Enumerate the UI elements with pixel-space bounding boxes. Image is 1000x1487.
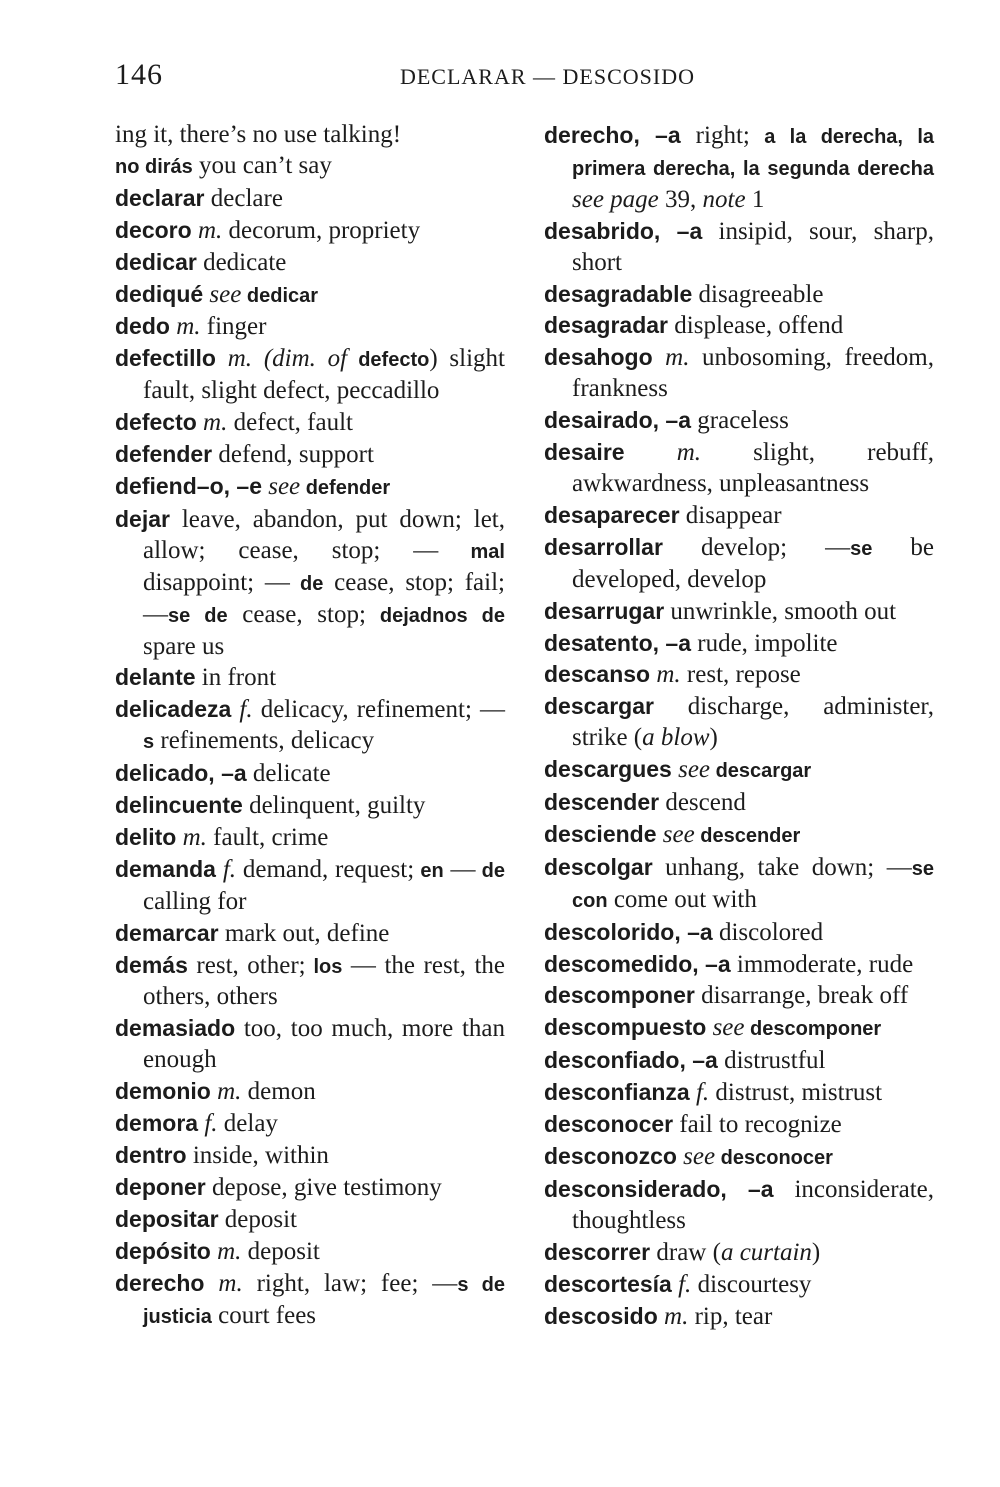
- dictionary-entry: [544, 917, 934, 949]
- definition-text: discolored: [712, 918, 824, 946]
- headword: dentro: [115, 1142, 187, 1168]
- dictionary-entry: [544, 1109, 934, 1141]
- italic-note: f.: [198, 1110, 218, 1138]
- right-column: [544, 120, 934, 1332]
- bold-term: dejadnos de: [365, 604, 505, 627]
- headword: defiend–o, –e: [115, 472, 262, 499]
- headword: dedicar: [115, 248, 197, 275]
- italic-note: m.: [204, 1269, 243, 1297]
- dictionary-entry: [115, 311, 505, 343]
- headword: descorrer: [544, 1238, 651, 1265]
- headword: desagradable: [544, 280, 693, 307]
- dictionary-entry: [115, 1108, 505, 1140]
- italic-note: see: [203, 280, 242, 308]
- page-number: 146: [115, 58, 163, 91]
- italic-note: see: [656, 820, 695, 848]
- definition-text: delicacy, refinement; —: [252, 696, 505, 724]
- definition-text: ): [709, 724, 718, 752]
- headword: desconozco: [544, 1143, 677, 1169]
- definition-text: 1: [745, 185, 765, 213]
- definition-text: draw (: [650, 1238, 721, 1266]
- headword: declarar: [115, 184, 205, 211]
- headword: desagradar: [544, 312, 669, 339]
- definition-text: ): [811, 1238, 821, 1266]
- definition-text: disappear: [679, 501, 782, 529]
- italic-note: m.: [169, 313, 201, 341]
- italic-note: m.: [624, 439, 702, 467]
- bold-term: s: [143, 731, 155, 754]
- headword: descompuesto: [544, 1014, 707, 1041]
- dictionary-entry: [115, 183, 505, 215]
- headword: derecho, –a: [544, 122, 681, 148]
- headword: dejar: [115, 505, 170, 532]
- dictionary-entry: [544, 279, 934, 311]
- bold-term: a la derecha, la primera derecha, la segunda derecha: [572, 126, 935, 180]
- headword: delante: [115, 664, 196, 691]
- headword: deponer: [115, 1173, 206, 1200]
- italic-note: note: [696, 185, 746, 213]
- definition-text: discourtesy: [691, 1270, 812, 1298]
- bold-term: en: [414, 859, 444, 882]
- bold-term: desconocer: [715, 1147, 833, 1169]
- definition-text: rude, impolite: [691, 629, 838, 657]
- italic-note: m.: [210, 1078, 242, 1106]
- dictionary-entry: [115, 215, 505, 247]
- definition-text: delay: [217, 1110, 278, 1138]
- definition-text: right;: [680, 122, 750, 149]
- headword: desciende: [544, 820, 657, 847]
- bold-term: de: [289, 572, 324, 595]
- headword: desconsiderado, –a: [544, 1175, 774, 1202]
- dictionary-entry: [544, 852, 934, 917]
- dictionary-entry: [544, 216, 934, 279]
- dictionary-entry: [115, 758, 505, 790]
- headword: descosido: [544, 1302, 658, 1329]
- entry-continuation: [115, 120, 505, 151]
- definition-text: rest, repose: [680, 661, 801, 689]
- dictionary-entry: [115, 343, 505, 407]
- headword: descargar: [544, 693, 654, 720]
- headword: desairado, –a: [544, 407, 692, 434]
- italic-note: a blow: [642, 724, 710, 752]
- definition-text: disagreeable: [692, 280, 824, 308]
- definition-text: develop; —: [662, 533, 851, 561]
- italic-note: f.: [671, 1270, 692, 1298]
- dictionary-entry: [115, 1236, 505, 1268]
- headword: demora: [115, 1110, 199, 1137]
- definition-text: spare us: [143, 632, 225, 660]
- headword: descanso: [544, 661, 651, 688]
- dictionary-entry: [544, 980, 934, 1012]
- definition-text: defect, fault: [227, 409, 353, 437]
- dictionary-entry: [544, 628, 934, 660]
- headword: delito: [115, 823, 177, 850]
- dictionary-entry: [544, 532, 934, 596]
- definition-text: mark out, define: [218, 919, 390, 947]
- bold-term: defecto: [347, 349, 430, 372]
- headword: desahogo: [544, 344, 653, 371]
- headword: descomedido, –a: [544, 950, 731, 977]
- dictionary-entry: [115, 694, 505, 758]
- headword: depositar: [115, 1205, 219, 1232]
- definition-text: depose, give testimony: [205, 1173, 442, 1201]
- definition-text: 39,: [658, 185, 697, 213]
- definition-text: in front: [195, 664, 277, 692]
- headword: derecho: [115, 1269, 205, 1296]
- definition-text: finger: [200, 313, 267, 341]
- definition-text: demon: [241, 1078, 316, 1106]
- headword: decoro: [115, 216, 192, 243]
- dictionary-entry: [115, 918, 505, 950]
- definition-text: distrustful: [717, 1047, 826, 1075]
- dictionary-entry: [115, 471, 505, 504]
- italic-note: m.: [657, 1302, 689, 1330]
- definition-text: declare: [204, 184, 283, 212]
- bold-term: s de justicia: [143, 1273, 505, 1328]
- definition-text: cease, stop; fail; —: [143, 568, 505, 628]
- dictionary-entry: [544, 1269, 934, 1301]
- dictionary-entry: [115, 790, 505, 822]
- headword: desaparecer: [544, 501, 680, 528]
- dictionary-entry: [544, 1301, 934, 1333]
- definition-text: descend: [659, 789, 746, 817]
- italic-note: see: [676, 1143, 716, 1170]
- headword: demarcar: [115, 919, 219, 946]
- left-column: [115, 120, 505, 1332]
- definition-text: calling for: [143, 887, 247, 915]
- headword: descolorido, –a: [544, 918, 713, 945]
- headword: dedo: [115, 313, 170, 340]
- dictionary-entry: [115, 407, 505, 439]
- dictionary-entry: [544, 691, 934, 754]
- dictionary-entry: [544, 659, 934, 691]
- dictionary-entry: [544, 754, 934, 787]
- italic-note: m.: [191, 216, 223, 244]
- dictionary-entry: [544, 1077, 934, 1109]
- headword: demás: [115, 951, 188, 978]
- italic-note: m.: [196, 409, 228, 437]
- dictionary-entry: [544, 949, 934, 981]
- bold-term: se de: [168, 604, 228, 627]
- italic-note: m.: [650, 661, 681, 689]
- dictionary-entry: [544, 1012, 934, 1045]
- definition-text: delicate: [246, 760, 331, 788]
- definition-text: rest, other;: [187, 951, 306, 979]
- headword: desaire: [544, 439, 625, 466]
- definition-text: ing it, there’s no use talking!: [115, 121, 402, 148]
- dictionary-entry: [544, 342, 934, 405]
- bold-term: no dirás: [115, 155, 193, 178]
- headword: descortesía: [544, 1270, 672, 1297]
- running-head: DECLARAR — DESCOSIDO: [399, 64, 696, 89]
- definition-text: insipid, sour, sharp, short: [572, 217, 934, 276]
- bold-term: descargar: [710, 760, 812, 783]
- dictionary-entry: [544, 1174, 934, 1237]
- definition-text: immoderate, rude: [730, 950, 914, 978]
- dictionary-entry: [115, 1268, 505, 1333]
- dictionary-entry: [544, 596, 934, 628]
- dictionary-entry: [544, 437, 934, 500]
- definition-text: unwrinkle, smooth out: [664, 597, 897, 625]
- definition-text: come out with: [607, 885, 757, 913]
- definition-text: defend, support: [212, 441, 374, 469]
- definition-text: court fees: [211, 1301, 317, 1329]
- headword: defender: [115, 441, 213, 468]
- headword: desarrugar: [544, 597, 665, 624]
- definition-text: disappoint; —: [143, 568, 290, 596]
- definition-text: delinquent, guilty: [242, 792, 426, 820]
- headword: demanda: [115, 855, 216, 882]
- definition-text: cease, stop;: [227, 600, 366, 628]
- dictionary-entry: [115, 1140, 505, 1172]
- headword: descender: [544, 789, 660, 816]
- definition-text: demand, request;: [236, 855, 415, 883]
- dictionary-entry: [115, 504, 505, 663]
- headword: depósito: [115, 1237, 211, 1264]
- bold-term: se con: [572, 857, 934, 912]
- headword: demonio: [115, 1078, 211, 1105]
- bold-term: se: [850, 537, 873, 560]
- bold-term: los: [305, 955, 343, 978]
- definition-text: unhang, take down; —: [652, 853, 912, 881]
- definition-text: graceless: [691, 407, 789, 435]
- italic-note: f.: [231, 696, 253, 724]
- bold-term: mal: [438, 540, 505, 563]
- dictionary-entry: [115, 439, 505, 471]
- dictionary-entry: [544, 500, 934, 532]
- definition-text: unbosoming, freedom, frankness: [572, 344, 934, 403]
- italic-note: f.: [215, 855, 237, 883]
- dictionary-entry: [115, 662, 505, 694]
- definition-text: right, law; fee; —: [242, 1269, 458, 1297]
- dictionary-entry: [115, 279, 505, 312]
- headword: defectillo: [115, 345, 216, 372]
- definition-text: —: [443, 855, 476, 883]
- definition-text: slight, rebuff, awkwardness, unpleasantness: [572, 439, 934, 497]
- dictionary-entry: [115, 1076, 505, 1108]
- dictionary-entry: [544, 819, 934, 852]
- definition-text: leave, abandon, put down; let, allow; cease, stop; —: [143, 505, 505, 564]
- dictionary-entry: [115, 854, 505, 918]
- dictionary-entry: [115, 1204, 505, 1236]
- italic-note: see page: [572, 185, 659, 213]
- dictionary-entry: [115, 950, 505, 1014]
- dictionary-entry: [544, 1141, 934, 1174]
- headword: descargues: [544, 756, 672, 783]
- headword: dediqué: [115, 280, 204, 307]
- headword: descomponer: [544, 982, 695, 1009]
- italic-note: f.: [689, 1079, 710, 1107]
- bold-term: dedicar: [241, 284, 319, 307]
- headword: defecto: [115, 409, 197, 436]
- definition-text: displease, offend: [668, 312, 844, 340]
- definition-text: disarrange, break off: [694, 982, 909, 1010]
- dictionary-entry: [544, 1045, 934, 1077]
- italic-note: m.: [176, 823, 207, 851]
- italic-note: see: [671, 756, 711, 784]
- italic-note: see: [261, 472, 301, 500]
- dictionary-entry: [544, 120, 934, 216]
- definition-text: deposit: [218, 1205, 297, 1233]
- definition-text: fault, crime: [206, 823, 329, 851]
- headword: desatento, –a: [544, 629, 691, 656]
- definition-text: refinements, delicacy: [154, 727, 375, 755]
- dictionary-entry: [115, 822, 505, 854]
- definition-text: be developed, develop: [572, 533, 934, 593]
- headword: delicado, –a: [115, 760, 247, 787]
- italic-note: m.: [652, 344, 690, 372]
- headword: delincuente: [115, 792, 243, 819]
- definition-text: deposit: [241, 1237, 320, 1265]
- definition-text: fail to recognize: [673, 1111, 842, 1139]
- italic-note: m.: [210, 1237, 242, 1265]
- headword: demasiado: [115, 1015, 236, 1042]
- definition-text: distrust, mistrust: [709, 1079, 883, 1107]
- dictionary-entry: [544, 1237, 934, 1269]
- bold-term: descender: [694, 824, 801, 847]
- definition-text: discharge, administer, strike (: [572, 693, 934, 752]
- headword: desconfiado, –a: [544, 1047, 718, 1074]
- definition-text: rip, tear: [688, 1302, 773, 1330]
- dictionary-entry: [544, 310, 934, 342]
- headword: desabrido, –a: [544, 217, 703, 244]
- definition-text: — the rest, the others, others: [143, 951, 505, 1011]
- headword: descolgar: [544, 853, 653, 880]
- bold-term: descomponer: [744, 1018, 882, 1041]
- headword: desconfianza: [544, 1079, 690, 1106]
- definition-text: you can’t say: [192, 151, 332, 179]
- definition-text: dedicate: [196, 248, 287, 276]
- italic-note: a curtain: [720, 1238, 812, 1266]
- dictionary-entry: [115, 1172, 505, 1204]
- italic-note: m. (dim. of: [215, 345, 348, 373]
- page-header: [115, 58, 935, 98]
- italic-note: see: [706, 1014, 745, 1042]
- headword: desconocer: [544, 1111, 674, 1138]
- definition-text: inside, within: [186, 1142, 329, 1169]
- dictionary-entry: [115, 1013, 505, 1076]
- headword: desarrollar: [544, 533, 663, 560]
- bold-term: defender: [300, 476, 391, 499]
- dictionary-entry: [544, 405, 934, 437]
- definition-text: too, too much, more than enough: [143, 1015, 505, 1074]
- bold-term: de: [475, 859, 505, 882]
- definition-text: decorum, propriety: [222, 216, 421, 244]
- dictionary-entry: [544, 787, 934, 819]
- headword: delicadeza: [115, 696, 232, 723]
- dictionary-entry: [115, 247, 505, 279]
- entry-continuation: [115, 151, 505, 183]
- definition-text: ) slight fault, slight defect, peccadillo: [143, 345, 505, 405]
- definition-text: inconsiderate, thoughtless: [572, 1175, 934, 1234]
